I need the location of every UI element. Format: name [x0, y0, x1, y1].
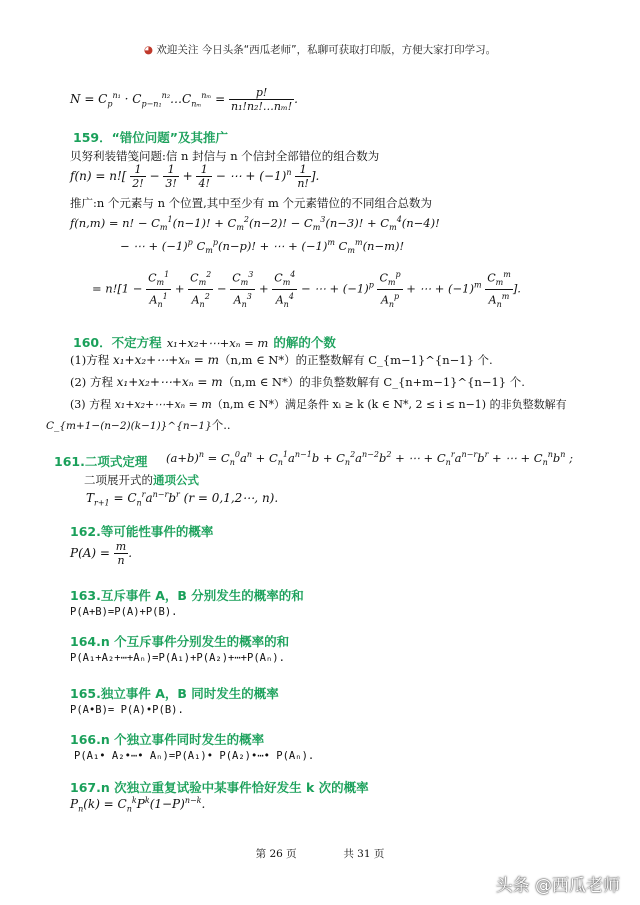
section-164-formula: P(A₁+A₂+⋯+Aₙ)=P(A₁)+P(A₂)+⋯+P(Aₙ). [70, 652, 285, 664]
binomial-probability-formula: $P_n(k) = C_n^kP^k(1-P)^{n-k}$. [70, 796, 206, 814]
section-160-heading: 160．不定方程 x₁+x₂+⋯+xₙ = m 的解的个数 [73, 335, 336, 350]
section-163-heading: 163.互斥事件 A，B 分别发生的概率的和 [70, 588, 304, 603]
page-total: 共 31 页 [343, 848, 385, 860]
generalized-line-2: − ⋯ + $(-1)^p$ $C_m^p(n-p)$! + ⋯ + $(-1)^m$ $C_m^m(n-m)$! [120, 238, 405, 256]
section-159-intro: 贝努利装错笺问题:信 n 封信与 n 个信封全部错位的组合数为 [70, 149, 380, 163]
section-160-item-2: (2) 方程 x₁+x₂+⋯+xₙ = m（n,m ∈ N*）的非负整数解有 C_{n+m−1}^{n−1} 个. [70, 375, 525, 389]
section-164-heading: 164.n 个互斥事件分别发生的概率的和 [70, 634, 290, 649]
binomial-theorem: $(a+b)^n = C_n^0a^n + C_n^1a^{n-1}b + C_n^2a^{n-2}b^2$ + ⋯ + $C_n^ra^{n-r}b^r$ + ⋯ + $C_n^nb^n$ ; [166, 450, 573, 468]
section-167-heading: 167.n 次独立重复试验中某事件恰好发生 k 次的概率 [70, 780, 369, 795]
derangement-formula: f(n) = n![ $\frac{1}{2!}$ − $\frac{1}{3!}$ + $\frac{1}{4!}$ − ⋯ + $(-1)^n$ $\frac{1}{n!}$ ]. [70, 163, 320, 190]
page-footer [0, 846, 640, 861]
general-term-formula: $T_{r+1} = C_n^ra^{n-r}b^r$ (r = 0,1,2⋯, n). [86, 490, 279, 508]
multinomial-formula: $N = C_p^{n_1}$ · $C_{p-n_1}^{n_2}\dots C_{n_m}^{n_m}$ = $\frac{p!}{\text{n₁!n₂!…nₘ!}}$ . [70, 86, 298, 113]
section-161-heading: 161.二项式定理 [54, 454, 148, 469]
section-165-formula: P(A•B)= P(A)•P(B). [70, 704, 184, 716]
generalized-line-1: f(n,m) = n! − $C_m^1(n-1)$! + $C_m^2(n-2)$! − $C_m^3(n-3)$! + $C_m^4(n-4)$! [70, 215, 440, 233]
watermelon-icon: ◕ [143, 44, 154, 56]
section-159-heading: 159．“错位问题”及其推广 [73, 130, 229, 145]
generalized-line-3: = n![1 − $\frac{C_m^1}{A_n^1}$ + $\frac{C_m^2}{A_n^2}$ − $\frac{C_m^3}{A_n^3}$ + $\frac{C_m^4}{A_n^4}$ − ⋯ + $(-1)^p$ $\frac{C_m^p}{A_n^p}$ + ⋯ + $(-1)^m$ $\frac{C_m^m}{A_n^m}$ ]. [92, 270, 521, 309]
watermark: 头条 @西瓜老师 [495, 876, 620, 896]
probability-formula: P(A) = $\frac{m}{n}$ . [70, 540, 133, 567]
page-number: 第 26 页 [255, 848, 297, 860]
header-text: 欢迎关注 今日头条“西瓜老师”，私聊可获取打印版，方便大家打印学习。 [156, 44, 497, 56]
page-header [0, 42, 640, 57]
general-term-label: 二项展开式的通项公式 [84, 473, 199, 487]
section-160-item-3: (3) 方程 x₁+x₂+⋯+xₙ = m（n,m ∈ N*）满足条件 xᵢ ≥ k (k ∈ N*, 2 ≤ i ≤ n−1) 的非负整数解有 [70, 398, 567, 411]
section-166-heading: 166.n 个独立事件同时发生的概率 [70, 732, 265, 747]
section-166-formula: P(A₁• A₂•⋯• Aₙ)=P(A₁)• P(A₂)•⋯• P(Aₙ). [74, 750, 315, 762]
section-159-generalization: 推广:n 个元素与 n 个位置,其中至少有 m 个元素错位的不同组合总数为 [70, 196, 433, 210]
section-160-item-3-count: C_{m+1−(n−2)(k−1)}^{n−1}个.. [46, 418, 231, 432]
section-165-heading: 165.独立事件 A，B 同时发生的概率 [70, 686, 279, 701]
section-163-formula: P(A+B)=P(A)+P(B). [70, 606, 178, 618]
section-160-item-1: (1)方程 x₁+x₂+⋯+xₙ = m（n,m ∈ N*）的正整数解有 C_{m−1}^{n−1} 个. [70, 353, 493, 367]
section-162-heading: 162.等可能性事件的概率 [70, 524, 214, 539]
